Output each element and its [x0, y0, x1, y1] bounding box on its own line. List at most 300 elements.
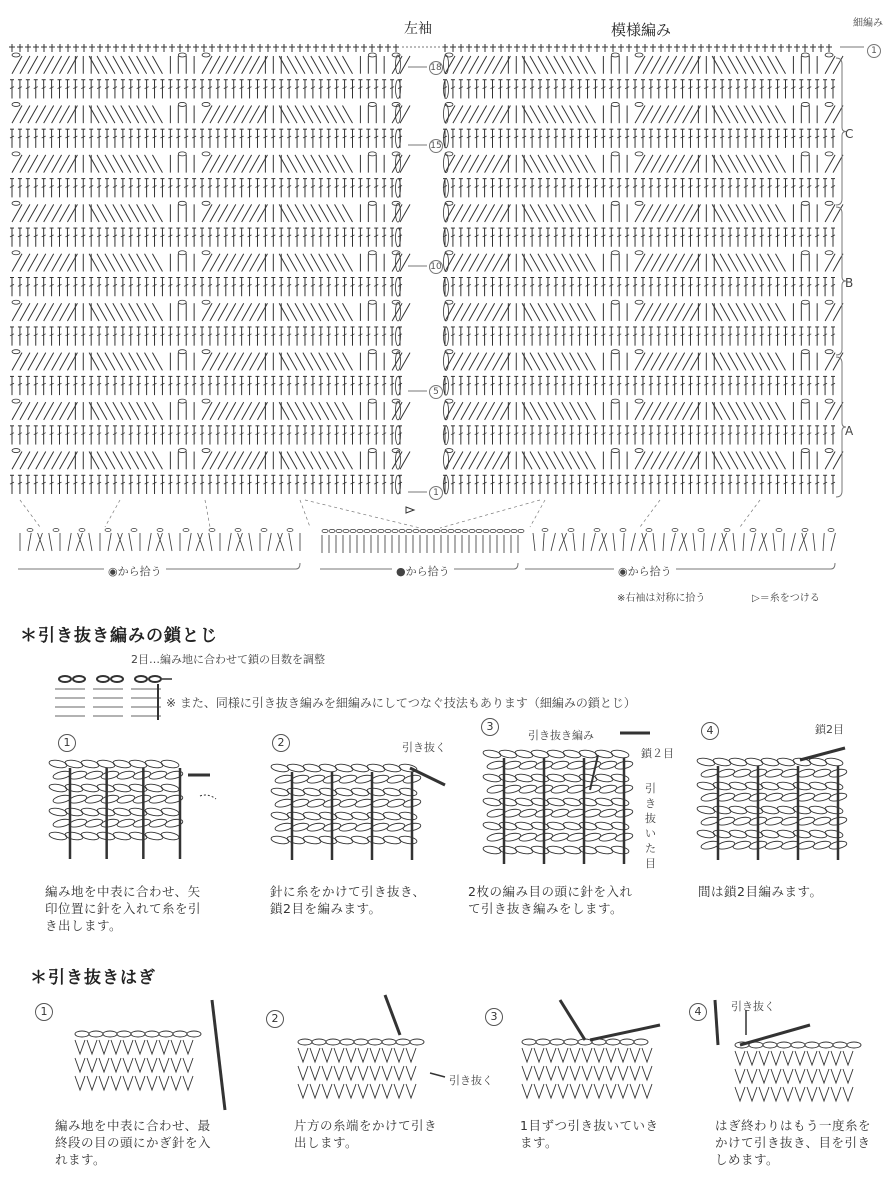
stitch-loop [290, 822, 309, 833]
pickup-stitch [28, 533, 31, 551]
chain-stitch [202, 251, 210, 255]
dc-stitch [97, 254, 107, 272]
dc-stitch [295, 402, 305, 420]
seam-step3-illustration [570, 1048, 580, 1062]
chain-stitch [801, 102, 809, 106]
seam-step3-illustration [582, 1084, 592, 1098]
stitch-loop [745, 805, 764, 815]
chain-stitch [483, 529, 489, 532]
stitch-loop [145, 807, 164, 817]
dc-stitch [52, 105, 62, 123]
stitch-loop [812, 792, 831, 803]
top-row-marker: 1 [867, 44, 881, 58]
dc-stitch [675, 452, 685, 470]
dc-stitch [683, 56, 693, 74]
dc-stitch [335, 155, 345, 173]
dc-stitch [500, 155, 510, 173]
chain-stitch [392, 529, 398, 532]
dc-stitch [744, 155, 754, 173]
chain-stitch [635, 449, 643, 453]
pickup-stitch [583, 533, 584, 551]
seam-step2-pull-label: 引き抜く [449, 1074, 493, 1087]
dc-stitch [712, 303, 722, 321]
stitch-loop [716, 792, 735, 803]
dc-stitch [500, 105, 510, 123]
dc-stitch [250, 56, 260, 74]
seam-step1-illustration [87, 1040, 97, 1054]
dc-stitch [12, 56, 22, 74]
stitch-loop [483, 797, 502, 807]
dc-stitch [659, 353, 669, 371]
turning-chain [444, 203, 449, 222]
dc-stitch [319, 155, 329, 173]
dc-stitch [97, 105, 107, 123]
dc-stitch [522, 452, 532, 470]
chain-stitch [635, 300, 643, 304]
seam-step1-illustration [75, 1058, 85, 1072]
dc-stitch [226, 452, 236, 470]
pickup-stitch [791, 533, 795, 551]
chain-stitch [635, 102, 643, 106]
guide-line [20, 500, 40, 527]
dc-stitch [28, 105, 38, 123]
dc-stitch [768, 56, 778, 74]
dc-stitch [250, 105, 260, 123]
seam-step2-illustration [346, 1048, 356, 1062]
dc-stitch [522, 402, 532, 420]
chain-stitch [611, 350, 619, 354]
chain-stitch [368, 251, 376, 255]
dc-stitch [445, 204, 455, 222]
stitch-loop [164, 794, 183, 805]
dc-stitch [760, 452, 770, 470]
stitch-loop [81, 807, 100, 817]
chain-stitch [568, 529, 574, 532]
dc-stitch [44, 105, 54, 123]
stitch-loop [534, 808, 553, 819]
stitch-loop [713, 805, 732, 815]
seam-step1-illustration [75, 1031, 89, 1037]
stitch-loop [547, 797, 566, 807]
chain-stitch [12, 399, 20, 403]
dc-stitch [257, 402, 267, 420]
pickup-stitch [38, 533, 44, 551]
chain-stitch [611, 251, 619, 255]
stitch-loop [351, 763, 370, 773]
stitch-loop [531, 821, 550, 831]
dc-stitch [327, 204, 337, 222]
seam-step4-illustration [819, 1069, 829, 1083]
stitch-loop [566, 832, 585, 843]
stitch-loop [515, 797, 534, 807]
dc-stitch [242, 452, 252, 470]
chain-stitch [12, 251, 20, 255]
seam-step2-illustration [406, 1048, 416, 1062]
dc-stitch [152, 204, 162, 222]
dc-stitch [445, 155, 455, 173]
dc-stitch [218, 105, 228, 123]
dc-stitch [335, 56, 345, 74]
dc-stitch [257, 303, 267, 321]
stitch-loop [351, 835, 370, 845]
stitch-loop [354, 798, 373, 809]
dc-stitch [129, 56, 139, 74]
chain-stitch [825, 300, 833, 304]
stitch-loop [132, 794, 151, 805]
dc-stitch [20, 452, 30, 470]
dc-stitch [445, 402, 455, 420]
dc-stitch [89, 303, 99, 321]
dc-stitch [546, 56, 556, 74]
stitch-loop [796, 792, 815, 803]
stitch-loop [399, 763, 418, 773]
seam-step3-illustration [534, 1048, 544, 1062]
pickup-stitch [276, 533, 282, 551]
dc-stitch [736, 56, 746, 74]
dc-stitch [218, 155, 228, 173]
dc-stitch [562, 105, 572, 123]
dc-stitch [97, 452, 107, 470]
stitch-loop [518, 808, 537, 819]
dc-stitch [335, 402, 345, 420]
stitch-loop [81, 783, 100, 793]
dc-stitch [728, 204, 738, 222]
dc-stitch [522, 105, 532, 123]
pickup-stitch [268, 533, 271, 551]
seam-step4-illustration [771, 1051, 781, 1065]
stitch-loop [595, 845, 614, 855]
stitch-loop [271, 787, 290, 797]
dc-stitch [651, 204, 661, 222]
dc-stitch [720, 204, 730, 222]
dc-stitch [335, 254, 345, 272]
seam-step2-illustration [394, 1084, 404, 1098]
pickup-stitch [156, 533, 162, 551]
dc-stitch [44, 353, 54, 371]
dc-stitch [210, 155, 220, 173]
stitch-loop [764, 816, 783, 827]
chain-stitch [801, 53, 809, 57]
dc-stitch [775, 254, 785, 272]
dc-stitch [554, 105, 564, 123]
dc-stitch [218, 452, 228, 470]
dc-stitch [145, 303, 155, 321]
turning-chain [444, 327, 449, 346]
pickup-stitch [118, 533, 124, 551]
dc-stitch [202, 105, 212, 123]
dc-stitch [60, 105, 70, 123]
seam-step1-illustration [173, 1031, 187, 1037]
stitch-loop [732, 768, 751, 779]
dc-stitch [461, 155, 471, 173]
chain-stitch [178, 350, 186, 354]
chain-stitch [825, 449, 833, 453]
pickup-stitch [228, 533, 231, 551]
dc-stitch [775, 452, 785, 470]
stitch-loop [290, 774, 309, 785]
pickup-stitch [198, 533, 204, 551]
dc-stitch [210, 56, 220, 74]
dc-stitch [226, 155, 236, 173]
dc-stitch [760, 56, 770, 74]
seam-step3-illustration [606, 1048, 616, 1062]
seam-step3-illustration [618, 1066, 628, 1080]
chain-stitch [801, 399, 809, 403]
dc-stitch [659, 303, 669, 321]
dc-stitch [60, 402, 70, 420]
chain-stitch [611, 53, 619, 57]
step4-number: 4 [701, 722, 719, 740]
chain-stitch [350, 529, 356, 532]
stitch-loop [611, 749, 630, 759]
seam-step2-illustration [334, 1084, 344, 1098]
stitch-loop [116, 794, 135, 805]
dc-stitch [570, 155, 580, 173]
dc-stitch [530, 303, 540, 321]
row-marker-5: 5 [429, 385, 443, 399]
dc-stitch [651, 155, 661, 173]
dc-stitch [319, 204, 329, 222]
dc-stitch [44, 402, 54, 420]
stitch-loop [49, 783, 68, 793]
dc-stitch [635, 452, 645, 470]
dc-stitch [295, 155, 305, 173]
stitch-loop [271, 835, 290, 845]
dc-stitch [643, 155, 653, 173]
seam-step2-illustration [322, 1066, 332, 1080]
seam-step4-illustration [735, 1069, 745, 1083]
stitch-loop [793, 781, 812, 791]
dc-stitch [400, 452, 410, 470]
pickup-stitch [693, 533, 695, 551]
seam-step3-illustration [630, 1048, 640, 1062]
stitch-loop [383, 763, 402, 773]
stitch-loop [547, 845, 566, 855]
stitch-loop [68, 794, 87, 805]
dc-stitch [129, 402, 139, 420]
seam-step4-illustration [819, 1087, 829, 1101]
pickup-stitch [671, 533, 675, 551]
stitch-loop [566, 784, 585, 795]
dc-stitch [12, 105, 22, 123]
stitch-loop [322, 774, 341, 785]
dc-stitch [295, 353, 305, 371]
stitch-loop [796, 768, 815, 779]
dc-stitch [210, 204, 220, 222]
dc-stitch [287, 204, 297, 222]
seam-step4-illustration [747, 1051, 757, 1065]
stitch-loop [335, 787, 354, 797]
stitch-loop [764, 792, 783, 803]
seam-step2-illustration [310, 1066, 320, 1080]
seam-step2-illustration [346, 1066, 356, 1080]
arrow-icon [590, 755, 598, 790]
pickup-stitch [89, 533, 92, 551]
pickup-stitch [68, 533, 71, 551]
dc-stitch [585, 56, 595, 74]
seam-step2-illustration [394, 1066, 404, 1080]
seam-step4-number: 4 [689, 1003, 707, 1021]
stitch-loop [809, 805, 828, 815]
dc-stitch [145, 452, 155, 470]
dc-stitch [562, 452, 572, 470]
dc-stitch [461, 254, 471, 272]
stitch-loop [486, 832, 505, 843]
dc-stitch [400, 56, 410, 74]
dc-stitch [690, 56, 700, 74]
stitch-loop [611, 821, 630, 831]
dc-stitch [400, 254, 410, 272]
dc-stitch [651, 105, 661, 123]
dc-stitch [342, 452, 352, 470]
stitch-loop [486, 808, 505, 819]
seam-step3-illustration [570, 1084, 580, 1098]
seam-step1-illustration [135, 1058, 145, 1072]
dc-stitch [578, 303, 588, 321]
dc-stitch [250, 155, 260, 173]
dc-stitch [659, 204, 669, 222]
chain-stitch [399, 529, 405, 532]
stitch-loop [518, 784, 537, 795]
stitch-loop [399, 787, 418, 797]
seam-step3-illustration [522, 1066, 532, 1080]
crochet-hook [800, 748, 845, 760]
dc-stitch [89, 402, 99, 420]
stitch-loop [825, 781, 844, 791]
dc-stitch [152, 155, 162, 173]
dc-stitch [28, 155, 38, 173]
stitch-loop [579, 773, 598, 783]
dc-stitch [683, 303, 693, 321]
arrow-icon [430, 1073, 445, 1077]
stitch-loop [322, 822, 341, 833]
dc-stitch [89, 56, 99, 74]
pickup-stitch [783, 533, 784, 551]
stitch-loop [515, 821, 534, 831]
dc-stitch [105, 452, 115, 470]
turning-chain [396, 253, 401, 272]
chain-stitch [149, 676, 161, 682]
dc-stitch [530, 353, 540, 371]
turning-chain [444, 352, 449, 371]
stitch-loop [809, 781, 828, 791]
stitch-loop [563, 797, 582, 807]
chain-stitch [420, 529, 426, 532]
stitch-loop [761, 757, 780, 767]
chain-stitch [178, 399, 186, 403]
dc-stitch [52, 452, 62, 470]
dc-stitch [145, 353, 155, 371]
crochet-hook [410, 768, 445, 785]
seam-step2-illustration [358, 1084, 368, 1098]
dc-stitch [152, 56, 162, 74]
dc-stitch [659, 452, 669, 470]
stitch-loop [579, 749, 598, 759]
turning-chain [444, 401, 449, 420]
dc-stitch [562, 402, 572, 420]
stitch-loop [148, 794, 167, 805]
chain-stitch [12, 350, 20, 354]
stitch-loop [402, 798, 421, 809]
dc-stitch [28, 303, 38, 321]
dc-stitch [546, 155, 556, 173]
dc-stitch [121, 204, 131, 222]
seam-step3-illustration [606, 1084, 616, 1098]
dc-stitch [242, 204, 252, 222]
dc-stitch [720, 353, 730, 371]
stitch-loop [700, 768, 719, 779]
seam-step3-illustration [582, 1048, 592, 1062]
dc-stitch [744, 353, 754, 371]
dc-stitch [257, 105, 267, 123]
dc-stitch [279, 303, 289, 321]
dc-stitch [36, 353, 46, 371]
seam-step4-illustration [807, 1069, 817, 1083]
dc-stitch [97, 155, 107, 173]
stitch-loop [65, 759, 84, 769]
chain-stitch [448, 529, 454, 532]
chain-stitch [183, 529, 189, 532]
dc-stitch [226, 254, 236, 272]
seam-step3-illustration [522, 1048, 532, 1062]
stitch-loop [351, 787, 370, 797]
seam-step2-illustration [406, 1084, 416, 1098]
seam-step3-illustration [642, 1066, 652, 1080]
dc-stitch [554, 353, 564, 371]
dc-stitch [303, 303, 313, 321]
dc-stitch [105, 303, 115, 321]
pickup-stitch [238, 533, 244, 551]
chain-stitch [178, 152, 186, 156]
dc-stitch [303, 105, 313, 123]
turning-chain [444, 475, 449, 494]
dc-stitch [152, 303, 162, 321]
seam-step1-illustration [111, 1076, 121, 1090]
dc-stitch [728, 402, 738, 420]
stitch-loop [745, 829, 764, 839]
dc-stitch [145, 402, 155, 420]
chain-stitch [635, 152, 643, 156]
turning-chain [444, 80, 449, 99]
seam-step3-illustration [522, 1084, 532, 1098]
dc-stitch [578, 353, 588, 371]
dc-stitch [728, 105, 738, 123]
dc-stitch [546, 353, 556, 371]
stitch-loop [113, 831, 132, 841]
dc-stitch [554, 56, 564, 74]
seam-step3-illustration [570, 1066, 580, 1080]
stitch-loop [595, 821, 614, 831]
dc-stitch [202, 254, 212, 272]
stitch-loop [812, 840, 831, 851]
dc-stitch [287, 56, 297, 74]
chain-stitch [287, 529, 293, 532]
dc-stitch [675, 155, 685, 173]
dc-stitch [400, 105, 410, 123]
dc-stitch [562, 56, 572, 74]
dc-stitch [105, 353, 115, 371]
seam-step2-illustration [406, 1066, 416, 1080]
pickup-stitch [236, 533, 242, 551]
dc-stitch [477, 254, 487, 272]
dc-stitch [825, 402, 835, 420]
dc-stitch [651, 452, 661, 470]
stitch-loop [700, 816, 719, 827]
dc-stitch [760, 105, 770, 123]
pattern-stitch-title: 模様編み [611, 21, 672, 39]
step3-caption: 2枚の編み目の頭に針を入れ て引き抜き編みをします。 [468, 884, 633, 916]
stitch-loop [531, 797, 550, 807]
